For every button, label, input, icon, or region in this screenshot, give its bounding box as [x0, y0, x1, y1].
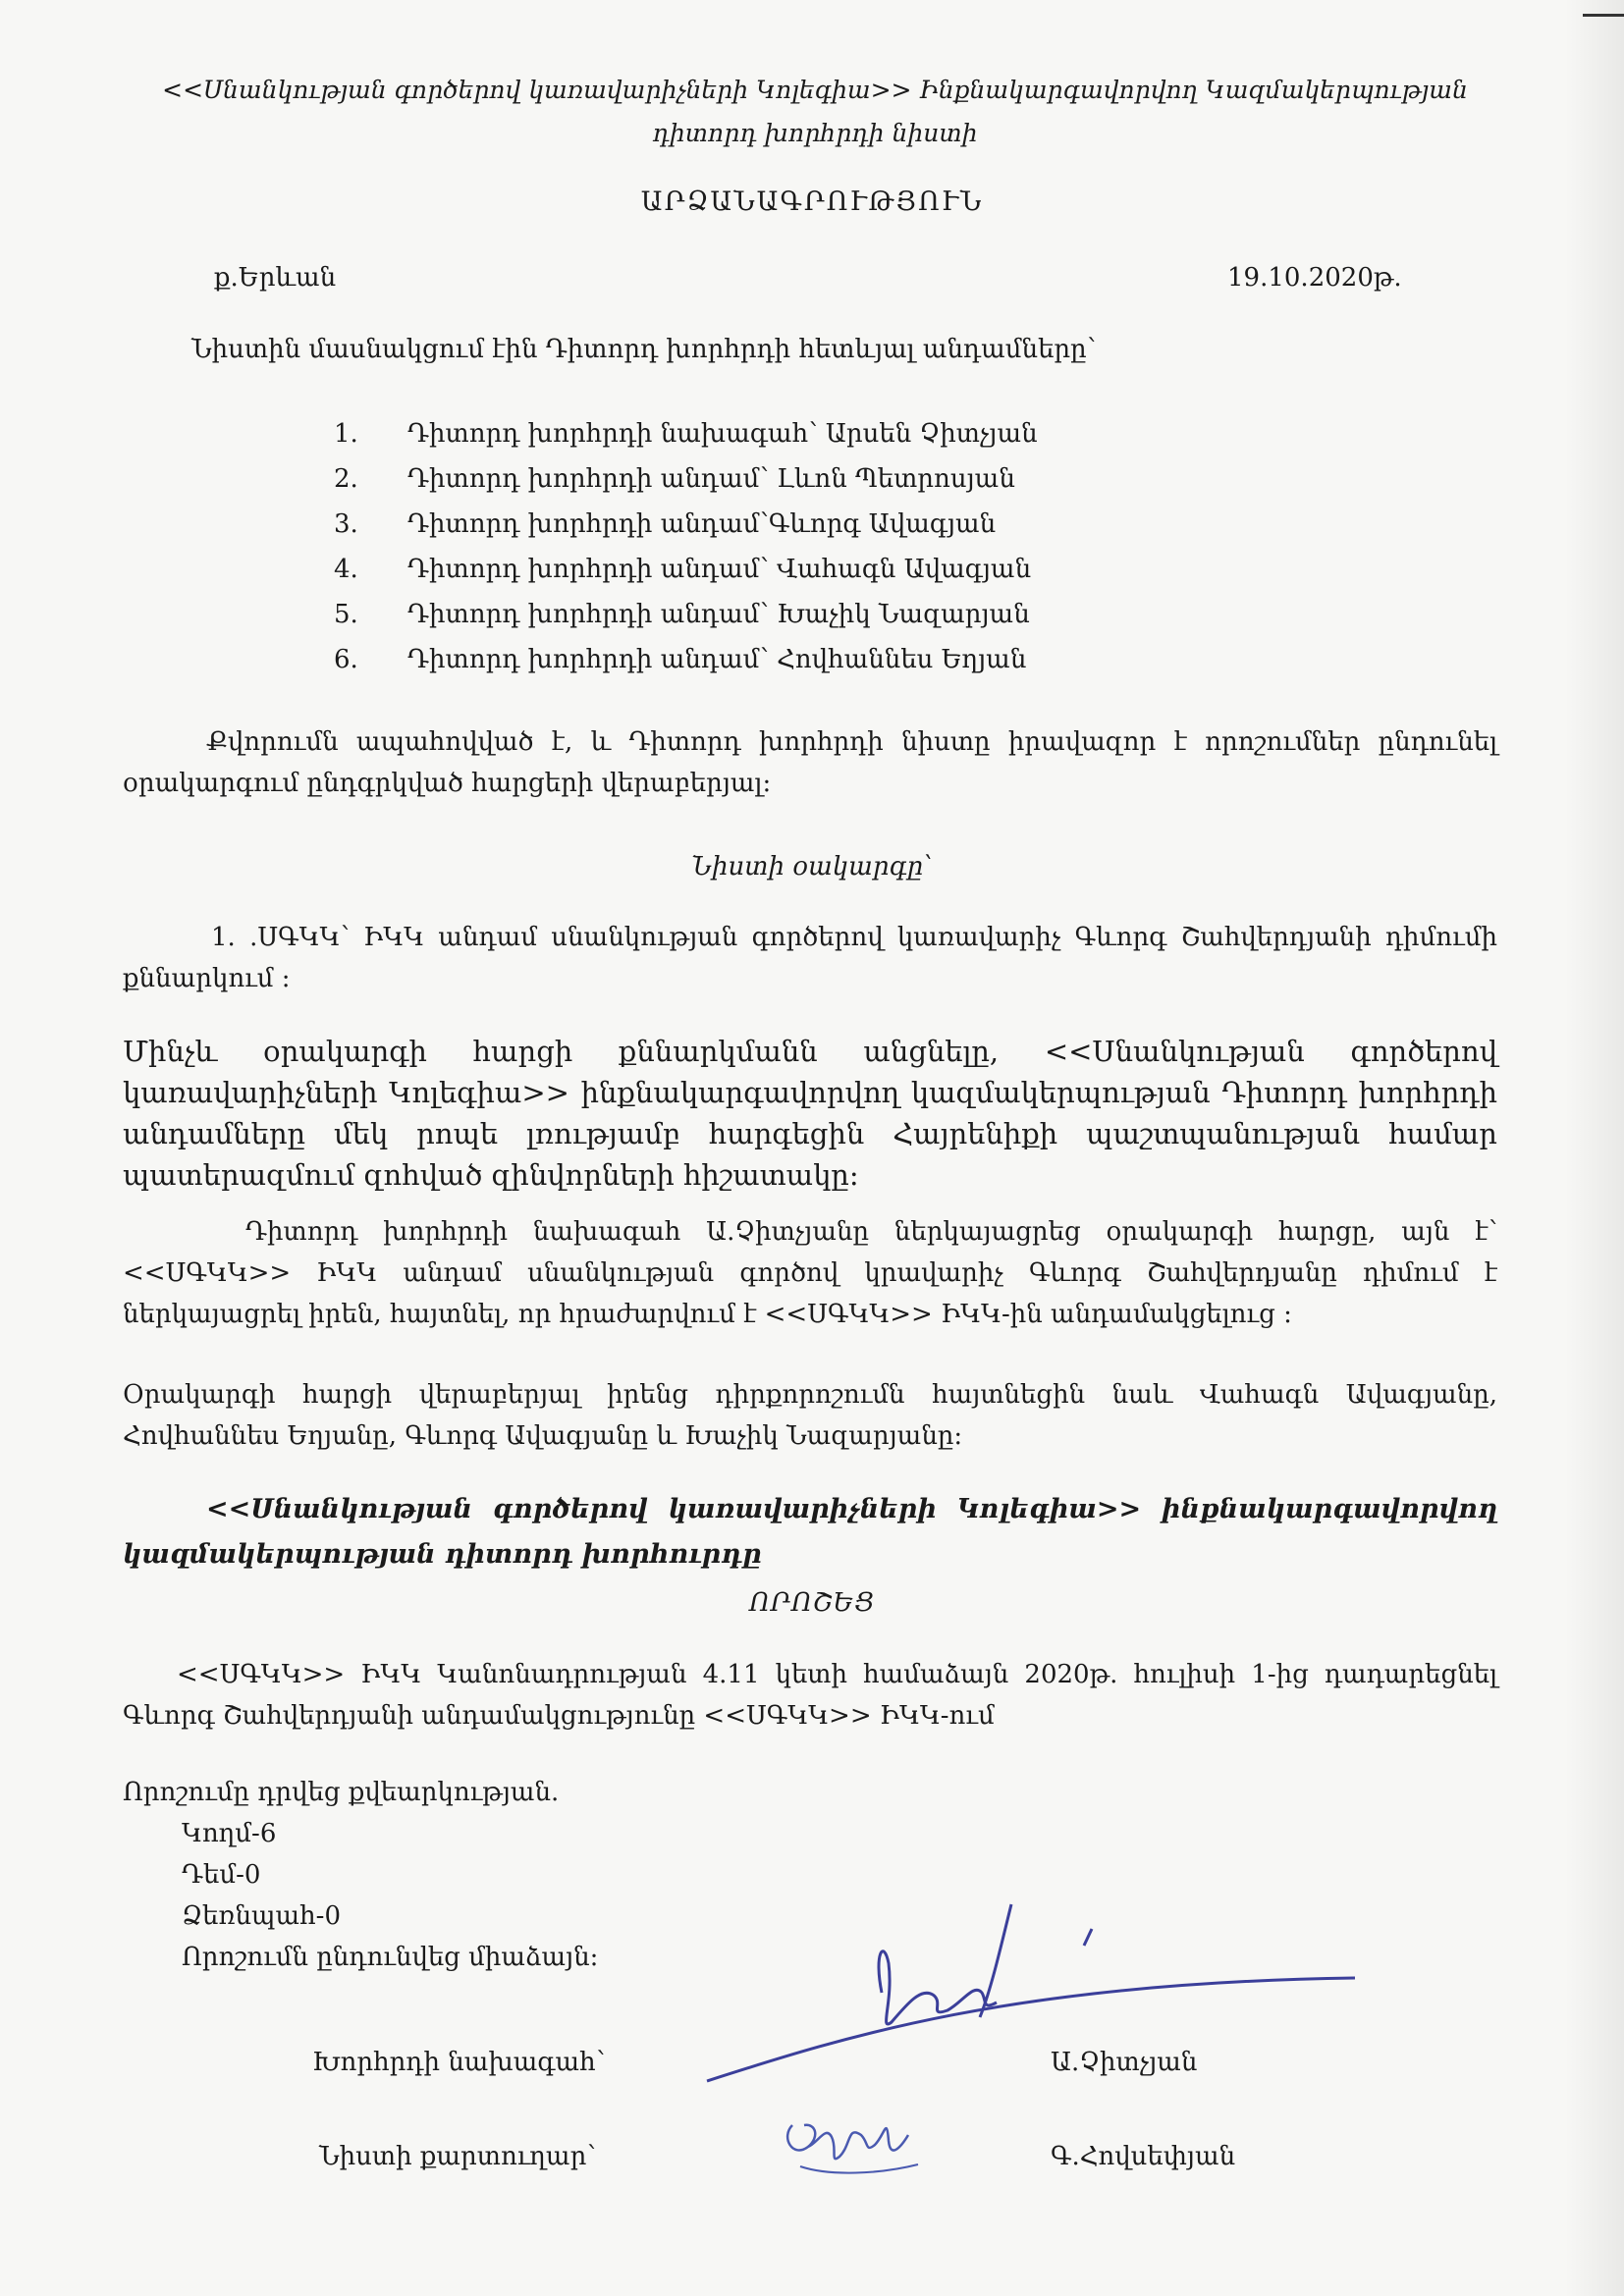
decision-line-2: Գևորգ Շահվերդյանի անդամակցությունը <<ՍԳԿԿ>> ԻԿԿ-ում: [123, 1701, 995, 1731]
memorial-line-2: կառավարիչների Կոլեգիա>> ինքնակարգավորվող կազմակերպության Դիտորդ խորհրդի: [123, 1076, 1497, 1109]
members-list: [334, 411, 1038, 682]
memorial-paragraph: [123, 1031, 1497, 1196]
scan-edge-shadow: [1565, 0, 1624, 2296]
quorum-paragraph: [123, 721, 1497, 804]
date: 19.10.2020թ.: [1227, 263, 1402, 293]
presentation-line-3: ներկայացրել իրեն, հայտնել, որ հրաժարվում է <<ՍԳԿԿ>> ԻԿԿ-ին անդամակցելուց :: [123, 1300, 1292, 1329]
list-item: 5. Դիտորդ խորհրդի անդամ՝ Խաչիկ Նազարյան: [334, 600, 1030, 629]
scan-edge-mark: [1583, 14, 1624, 17]
document-title: ԱՐՁԱՆԱԳՐՈՒԹՅՈՒՆ: [640, 187, 984, 217]
board-title: [123, 1487, 1497, 1577]
presentation-paragraph: [123, 1211, 1497, 1335]
memorial-line-1: Մինչև օրակարգի հարցի քննարկմանն անցնելը, <<Սնանկության գործերով: [123, 1035, 1497, 1068]
organization-header: [118, 69, 1512, 155]
vote-intro: Որոշումը դրվեց քվեարկության.: [123, 1778, 560, 1807]
vote-against: Դեմ-0: [182, 1860, 261, 1890]
chairman-role: Խորհրդի նախագահ՝: [312, 2048, 606, 2077]
vote-for: Կողմ-6: [182, 1819, 277, 1848]
presentation-line-1: Դիտորդ խորհրդի նախագահ Ա.Չիտչյանը ներկայացրեց օրակարգի հարցը, այն է՝: [245, 1217, 1497, 1247]
agenda-heading: Նիստի օակարգը՝: [691, 852, 933, 881]
attendance-intro: Նիստին մասնակցում էին Դիտորդ խորհրդի հետևյալ անդամները՝: [191, 335, 1097, 364]
opinions-line-1: Օրակարգի հարցի վերաբերյալ իրենց դիրքորոշումն հայտնեցին նաև Վահագն Ավագյանը,: [123, 1380, 1497, 1410]
quorum-line-2: օրակարգում ընդգրկված հարցերի վերաբերյալ:: [123, 769, 772, 798]
chairman-signature: [687, 1885, 1375, 2110]
list-item: 6. Դիտորդ խորհրդի անդամ՝ Հովհաննես Եղյան: [334, 645, 1027, 674]
secretary-signature: [771, 2086, 947, 2184]
agenda-item: [123, 917, 1497, 999]
list-item: 2. Դիտորդ խորհրդի անդամ՝ Լևոն Պետրոսյան: [334, 464, 1015, 494]
secretary-name: Գ.Հովսեփյան: [1051, 2142, 1236, 2171]
opinions-line-2: Հովհաննես Եղյանը, Գևորգ Ավագյանը և Խաչիկ Նազարյանը:: [123, 1421, 963, 1451]
vote-result: Որոշումն ընդունվեց միաձայն:: [182, 1943, 599, 1972]
list-item: 4. Դիտորդ խորհրդի անդամ՝ Վահագն Ավագյան: [334, 555, 1032, 584]
header-line-1: <<Սնանկության գործերով կառավարիչների Կոլեգիա>> Ինքնակարգավորվող Կազմակերպության: [162, 76, 1468, 104]
header-line-2: դիտորդ խորհրդի նիստի: [652, 119, 978, 147]
board-title-line-2: կազմակերպության դիտորդ խորհուրդը: [123, 1539, 762, 1570]
presentation-line-2: <<ՍԳԿԿ>> ԻԿԿ անդամ սնանկության գործով կրավարիչ Գևորգ Շահվերդյանը դիմում է: [123, 1258, 1497, 1288]
memorial-line-3: անդամները մեկ րոպե լռությամբ հարգեցին Հայրենիքի պաշտպանության համար: [123, 1117, 1497, 1150]
secretary-role: Նիստի քարտուղար՝: [319, 2142, 596, 2171]
decision-paragraph: [123, 1654, 1497, 1736]
place: ք.Երևան: [214, 263, 337, 293]
board-title-line-1: <<Սնանկության գործերով կառավարիչների Կոլեգիա>> ինքնակարգավորվող: [206, 1494, 1497, 1524]
opinions-paragraph: [123, 1374, 1497, 1457]
decision-heading: ՈՐՈՇԵՑ: [749, 1588, 875, 1618]
vote-abstain: Ձեռնպահ-0: [182, 1901, 341, 1931]
quorum-line-1: Քվորումն ապահովված է, և Դիտորդ խորհրդի նիստը իրավազոր է որոշումներ ընդունել: [206, 727, 1497, 757]
chairman-name: Ա.Չիտչյան: [1051, 2048, 1198, 2077]
decision-line-1: <<ՍԳԿԿ>> ԻԿԿ Կանոնադրության 4.11 կետի համաձայն 2020թ. հուլիսի 1-ից դադարեցնել: [177, 1660, 1497, 1689]
agenda-line-2: քննարկում :: [123, 964, 291, 993]
memorial-line-4: պատերազմում զոհված զինվորների հիշատակը:: [123, 1158, 859, 1192]
agenda-line-1: 1. .ՍԳԿԿ՝ ԻԿԿ անդամ սնանկության գործերով կառավարիչ Գևորգ Շահվերդյանի դիմումի: [211, 923, 1497, 952]
list-item: 3. Դիտորդ խորհրդի անդամ՝Գևորգ Ավագյան: [334, 509, 997, 539]
list-item: 1. Դիտորդ խորհրդի նախագահ՝ Արսեն Չիտչյան: [334, 419, 1038, 449]
